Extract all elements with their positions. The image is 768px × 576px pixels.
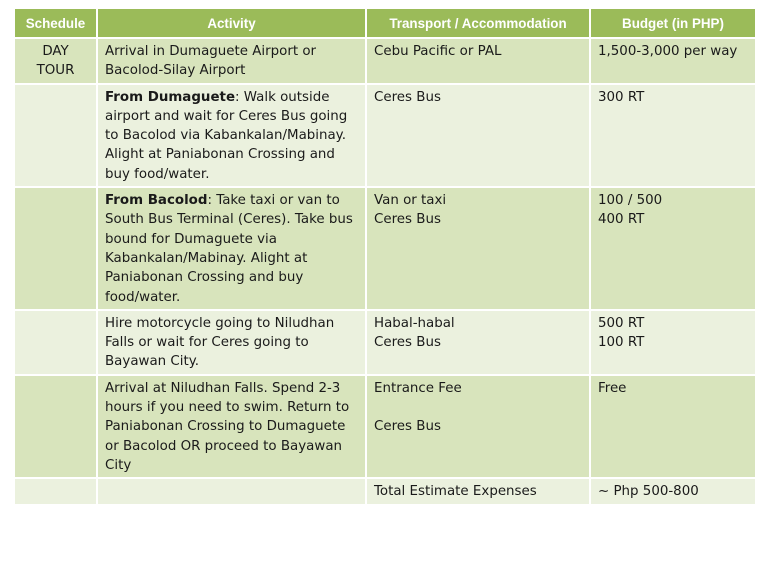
transport-text: Ceres Bus xyxy=(374,212,441,228)
transport-cell xyxy=(366,187,590,310)
activity-text: : Take taxi or van to South Bus Terminal (Ceres). Take bus bound for Dumaguete via Kabankalan/Mabinay. Alight at Paniabonan Crossing and buy food/water. xyxy=(105,193,353,305)
activity-cell xyxy=(97,187,366,310)
table-row xyxy=(14,84,756,187)
schedule-text: DAY xyxy=(42,44,69,59)
header-row xyxy=(14,8,756,38)
table-row xyxy=(14,375,756,478)
transport-text: Ceres Bus xyxy=(374,335,441,351)
schedule-cell xyxy=(14,38,97,84)
budget-text: 100 / 500 xyxy=(598,193,663,209)
budget-text: 100 RT xyxy=(598,335,645,351)
transport-text: Entrance Fee xyxy=(374,380,462,396)
activity-cell xyxy=(97,478,366,504)
header-budget: Budget (in PHP) xyxy=(590,8,756,38)
budget-text: 400 RT xyxy=(598,212,645,228)
transport-cell xyxy=(366,84,590,187)
budget-text: 1,500-3,000 per way xyxy=(598,44,738,59)
transport-text: Total Estimate Expenses xyxy=(374,484,537,500)
schedule-text: TOUR xyxy=(36,63,75,79)
table-row xyxy=(14,478,756,504)
budget-cell xyxy=(590,310,756,375)
budget-text: 300 RT xyxy=(598,89,645,105)
transport-cell xyxy=(366,38,590,84)
schedule-cell xyxy=(14,310,97,375)
itinerary-table xyxy=(13,7,757,506)
activity-text: Hire motorcycle going to Niludhan Falls or wait for Ceres going to Bayawan City. xyxy=(105,315,335,370)
transport-text: Cebu Pacific or PAL xyxy=(374,44,502,59)
schedule-cell xyxy=(14,187,97,310)
schedule-cell xyxy=(14,478,97,504)
table-body xyxy=(14,38,756,505)
activity-cell xyxy=(97,375,366,478)
transport-text: Ceres Bus xyxy=(374,419,441,435)
table-row xyxy=(14,187,756,310)
transport-spacer xyxy=(374,398,582,417)
transport-text: Ceres Bus xyxy=(374,89,441,105)
budget-cell xyxy=(590,375,756,478)
activity-cell xyxy=(97,310,366,375)
transport-cell xyxy=(366,478,590,504)
transport-cell xyxy=(366,375,590,478)
budget-cell xyxy=(590,84,756,187)
transport-cell xyxy=(366,310,590,375)
header-transport: Transport / Accommodation xyxy=(366,8,590,38)
schedule-cell xyxy=(14,375,97,478)
schedule-cell xyxy=(14,84,97,187)
budget-text: ~ Php 500-800 xyxy=(598,484,699,500)
activity-text: Arrival at Niludhan Falls. Spend 2-3 hours if you need to swim. Return to Paniabonan Crossing to Dumaguete or Bacolod OR proceed to Bayawan City xyxy=(105,380,350,473)
budget-text: Free xyxy=(598,380,627,396)
budget-cell xyxy=(590,187,756,310)
budget-cell xyxy=(590,478,756,504)
activity-text: Arrival in Dumaguete Airport or Bacolod-Silay Airport xyxy=(105,44,317,79)
budget-cell xyxy=(590,38,756,84)
header-schedule: Schedule xyxy=(14,8,97,38)
activity-cell xyxy=(97,38,366,84)
table-row xyxy=(14,38,756,84)
table-row xyxy=(14,310,756,375)
header-activity: Activity xyxy=(97,8,366,38)
transport-text: Habal-habal xyxy=(374,315,455,331)
transport-text: Van or taxi xyxy=(374,193,447,209)
activity-text: : Walk outside airport and wait for Ceres Bus going to Bacolod via Kabankalan/Mabinay. Alight at Paniabonan Crossing and buy food/water. xyxy=(105,89,348,182)
budget-text: 500 RT xyxy=(598,315,645,331)
activity-origin-label: From Dumaguete xyxy=(105,89,236,105)
activity-cell xyxy=(97,84,366,187)
activity-origin-label: From Bacolod xyxy=(105,193,208,209)
